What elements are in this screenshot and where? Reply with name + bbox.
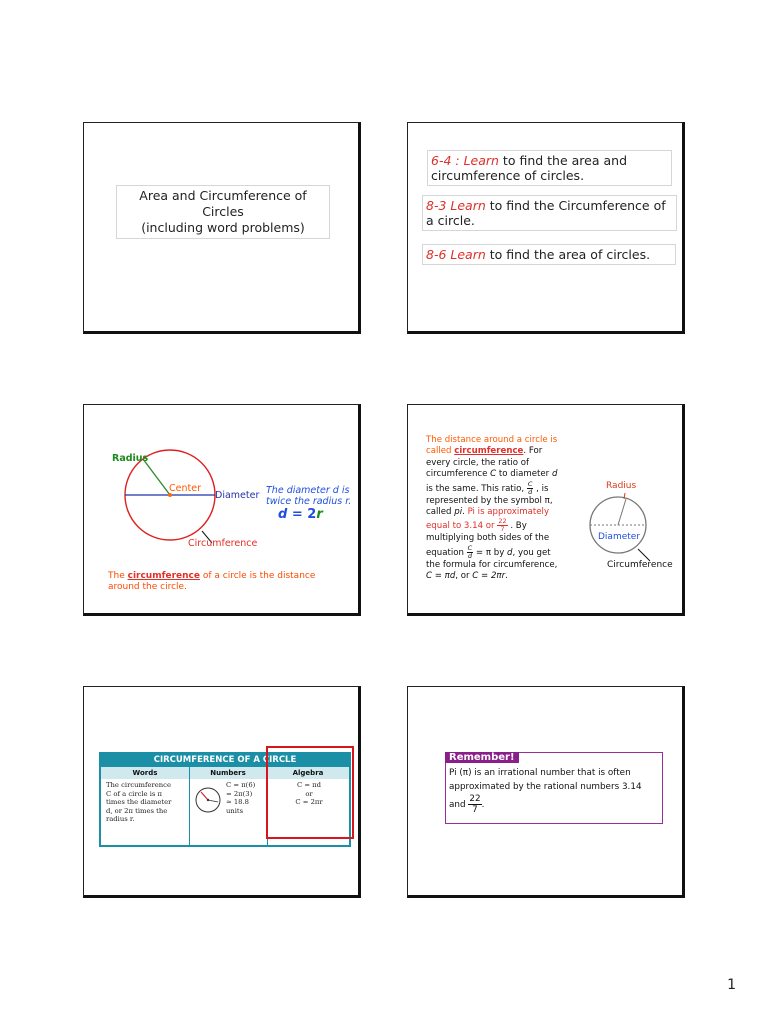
circumference-paragraph [426,435,566,583]
p-9: = π by [473,547,508,558]
slide-circumference-explanation [407,404,685,616]
p-keyword: circumference [454,446,524,457]
small-radius-label: Radius [606,481,637,491]
objective-2 [422,195,677,231]
equation-numerator: C [467,543,473,552]
remember-box [445,752,663,824]
pi-fraction-denominator: 7 [500,525,505,534]
formula-2: C = 2πr [472,571,506,582]
p-11: , or [455,571,473,582]
p-d-2: d [507,547,513,558]
pi-fraction-numerator: 22 [498,517,507,526]
words-line: C of a circle is π [106,789,163,798]
definition-keyword: circumference [127,571,200,581]
radius-label: Radius [112,453,149,464]
remember-fraction-denominator: 7 [472,805,478,815]
words-line: d, or 2π times the [106,806,168,815]
objective-1-text: to find the area and circumference of circles. [431,153,628,183]
page-number: 1 [727,977,736,993]
p-pi-word: pi [454,507,463,518]
slide-objectives [407,122,685,334]
p-12: . [505,571,508,582]
definition-pre: The [108,571,128,581]
diameter-note [266,485,351,507]
formula-d: d [278,507,288,522]
formula-1: C = πd [426,571,456,582]
p-8: . By multiplying both sides of the equation [426,521,550,558]
p-d: d [551,469,558,480]
objective-2-text: to find the Circumference of a circle. [426,198,666,228]
ratio-denominator: d [528,487,533,496]
algebra-line: or [305,789,313,798]
title-line-2: (including word problems) [141,220,305,235]
p-C: C [490,469,497,480]
pi-fraction [497,518,507,533]
slide-title [83,122,361,334]
remember-line-2: approximated by the rational numbers 3.14 [449,782,642,792]
diameter-label: Diameter [215,490,260,501]
numbers-cell [226,781,266,815]
remember-period: . [481,800,485,810]
remember-and: and [449,800,466,810]
remember-fraction-numerator: 22 [469,794,481,804]
words-line: The circumference [106,781,171,789]
col-algebra: Algebra [292,769,324,777]
title-line-1: Area and Circumference of Circles [139,188,307,219]
p-10: , you get the formula for circumference, [426,547,558,570]
slide-circle-parts [83,404,361,616]
definition-post: of a circle is the distance around the circle. [108,571,316,592]
circumference-definition [108,571,338,593]
algebra-line: C = 2πr [295,798,323,807]
p-6: . [462,507,468,518]
numbers-line: ≈ 18.8 [226,798,249,807]
col-words: Words [132,769,158,777]
col-numbers: Numbers [210,769,246,777]
numbers-line: = 2π(3) [226,789,253,798]
small-radius-line [618,499,626,525]
numbers-line: units [226,806,244,815]
slide-remember [407,686,685,898]
words-line: radius r. [106,815,135,824]
column-divider-1 [189,767,190,847]
table-title: CIRCUMFERENCE OF A CIRCLE [101,754,349,767]
p-intro: The distance around a circle is called [426,435,558,457]
p-approx: Pi is approximately equal to 3.14 or [426,507,550,532]
p-2: . For every circle, the ratio of circumference [426,446,543,480]
p-5: , is represented by the symbol π, called [426,483,553,518]
objective-2-tag: 8-3 Learn [426,198,486,213]
ratio-numerator: C [527,479,533,488]
table-circle-icon [193,785,223,815]
p-3: to diameter [496,469,552,480]
numbers-line: C = π(6) [226,781,256,789]
formula-eq: = 2 [287,507,317,522]
center-label: Center [169,483,201,494]
algebra-line: C = πd [296,781,322,789]
title-box [116,185,330,239]
formula-r: r [316,507,323,522]
circumference-label: Circumference [188,538,258,549]
slide-circumference-table [83,686,361,898]
diameter-formula [278,507,323,522]
objective-3-tag: 8-6 Learn [426,247,486,262]
words-cell [106,781,188,824]
objective-3 [422,244,676,265]
remember-text [449,766,659,815]
equation-denominator: d [467,551,472,560]
diameter-note-line-1: The diameter d is [266,485,350,496]
remember-line-1: Pi (π) is an irrational number that is often [449,768,631,778]
diameter-note-line-2: twice the radius r. [266,496,352,507]
small-circumference-label: Circumference [607,560,673,570]
algebra-highlight-box [266,746,354,839]
radius-line [143,459,170,495]
objective-1 [427,150,672,186]
objective-1-tag: 6-4 : Learn [431,153,499,168]
remember-fraction [468,794,481,815]
remember-line-3 [449,794,659,815]
p-4: is the same. This ratio, [426,483,527,494]
small-diameter-label: Diameter [598,532,641,542]
remember-tab: Remember! [445,752,519,763]
words-line: times the diameter [106,798,172,807]
objective-3-text: to find the area of circles. [485,247,651,262]
